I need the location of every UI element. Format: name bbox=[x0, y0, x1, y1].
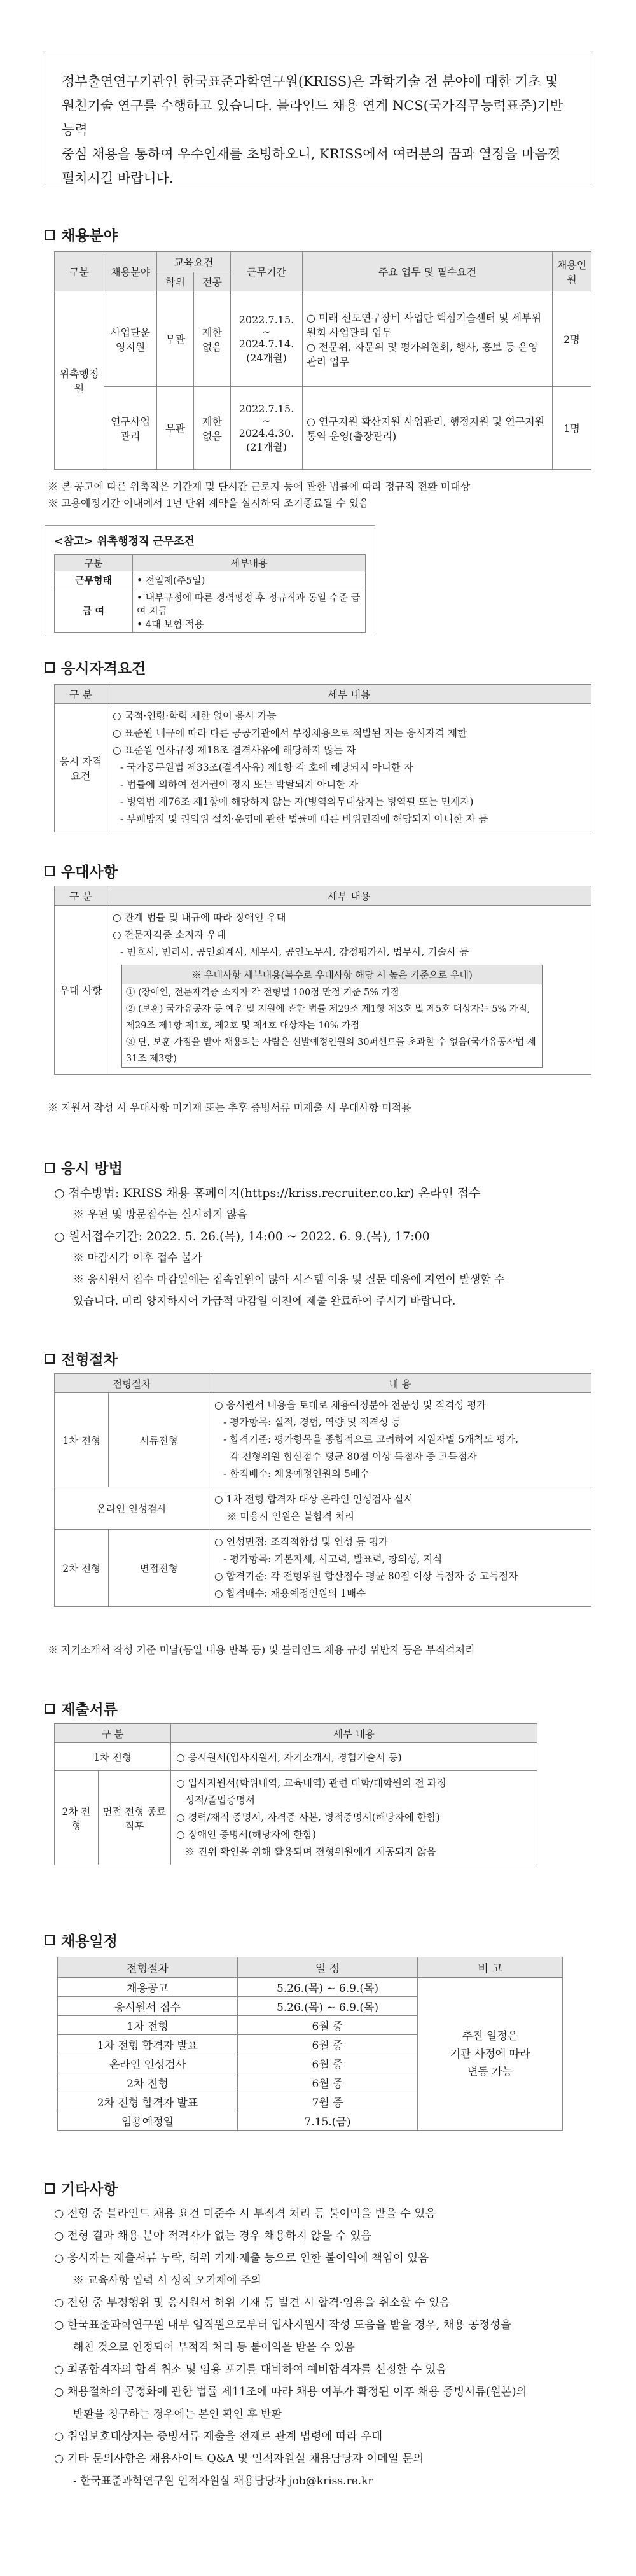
table-row: 1차 전형 서류전형 ○ 응시원서 내용을 토대로 채용예정분야 전문성 및 적격성 평가 - 평가항목: 실적, 경험, 역량 및 적격성 등 - 합격기준: 평가항목을 종합적으로 고려하여 지원자별 5개척도 평가, 각 전형위원 합산점수 평균 80점 이상 득점자 중 고득점자 - 합격배수: 채용예정인원의 5배수 bbox=[55, 1393, 591, 1487]
intro-box bbox=[45, 55, 591, 185]
th-major: 전공 bbox=[194, 272, 231, 291]
th-period: 근무기간 bbox=[231, 252, 303, 291]
th-degree: 학위 bbox=[157, 272, 194, 291]
reference-table: 구분 세부내용 근무형태 • 전일제(주5일) 급 여 • 내부규정에 따른 경력평정 후 정규직과 동일 수준 급여 지급 • 4대 보험 적용 bbox=[54, 554, 366, 633]
intro-line: 펼치시길 바랍니다. bbox=[62, 171, 174, 186]
intro-line: 정부출연연구기관인 한국표준과학연구원(KRISS)은 과학기술 전 분야에 대한 기초 및 bbox=[62, 74, 558, 89]
degree-cell: 무관 bbox=[157, 387, 194, 470]
reference-title: <참고> 위촉행정직 근무조건 bbox=[54, 535, 195, 548]
list-item: ③ 단, 보훈 가점을 받아 채용되는 사람은 선발예정인원의 30퍼센트를 초과할 수 없음(국가유공자법 제31조 제3항) bbox=[126, 1037, 536, 1064]
documents-table: 구 분 세부 내용 1차 전형 ○ 응시원서(입사지원서, 자기소개서, 경험기술서 등) 2차 전형 면접 전형 종료 직후 ○ 입사지원서(학위내역, 교육내역) 관련 대학/대학원의 전 과정 성적/졸업증명서 ○ 경력/재직 증명서, 자격증 사본, 병적증명서(해당자에 한함) ○ 장애인 증명서(해당자에 한함) ※ 진위 확인을 위해 활용되며 전형위원에게 제공되지 않음 bbox=[54, 1723, 537, 1865]
th-field: 채용분야 bbox=[104, 252, 157, 291]
square-bullet-icon bbox=[45, 866, 55, 876]
list-item: ○ 국적·연령·학력 제한 없이 응시 가능 bbox=[113, 710, 277, 722]
schedule-remark: 추진 일정은 기관 사정에 따라 변동 가능 bbox=[418, 1978, 563, 2131]
count-cell: 2명 bbox=[553, 291, 591, 387]
table-row: 응시원서 접수 5.26.(목) ~ 6.9.(목) bbox=[58, 1997, 563, 2016]
list-item: ② (보훈) 국가유공자 등 예우 및 지원에 관한 법률 제29조 제1항 제3호 및 제5호 대상자는 5% 가점, 제29조 제1항 제1호, 제2호 및 제4호 대상자는 10% 가점 bbox=[126, 1004, 530, 1031]
duties-cell: ○ 미래 선도연구장비 사업단 핵심기술센터 및 세부위원회 사업관리 업무 ○ 전문위, 자문위 및 평가위원회, 행사, 홍보 등 운영 관리 업무 bbox=[303, 291, 553, 387]
period-cell: 2022.7.15. ~ 2024.4.30. (21개월) bbox=[231, 387, 303, 470]
duties-cell: ○ 연구지원 확산지원 사업관리, 행정지원 및 연구지원 통역 운영(출장관리) bbox=[303, 387, 553, 470]
etc-body: ○ 전형 중 블라인드 채용 요건 미준수 시 부적격 처리 등 불이익을 받을 수 있음 ○ 전형 결과 채용 분야 적격자가 없는 경우 채용하지 않을 수 있음 ○ 응시자는 제출서류 누락, 허위 기재·제출 등으로 인한 불이익에 책임이 있음 ※ 교육사항 입력 시 성적 오기재에 주의 ○ 전형 중 부정행위 및 응시원서 허위 기재 등 발견 시 합격·임용을 취소할 수 있음 ○ 한국표준과학연구원 내부 임직원으로부터 입사지원서 작성 도움을 받을 경우, 채용 공정성을 해친 것으로 인정되어 부적격 처리 등 불이익을 받을 수 있음 ○ 최종합격자의 합격 취소 및 임용 포기를 대비하여 예비합격자를 선정할 수 있음 ○ 채용절차의 공정화에 관한 법률 제11조에 따라 채용 여부가 확정된 이후 채용 증빙서류(원본)의 반환을 청구하는 경우에는 본인 확인 후 반환 ○ 취업보호대상자는 증빙서류 제출을 전제로 관계 법령에 따라 우대 ○ 기타 문의사항은 채용사이트 Q&A 및 인적자원실 채용담당자 이메일 문의 - 한국표준과학연구원 인적자원실 채용담당자 job@kriss.re.kr bbox=[54, 2203, 527, 2493]
list-item: ○ 관계 법률 및 내규에 따라 장애인 우대 bbox=[113, 912, 286, 923]
square-bullet-icon bbox=[45, 1935, 55, 1945]
table-row: 2차 전형 면접 전형 종료 직후 ○ 입사지원서(학위내역, 교육내역) 관련 대학/대학원의 전 과정 성적/졸업증명서 ○ 경력/재직 증명서, 자격증 사본, 병적증명서(해당자에 한함) ○ 장애인 증명서(해당자에 한함) ※ 진위 확인을 위해 활용되며 전형위원에게 제공되지 않음 bbox=[55, 1771, 537, 1865]
section-title-process: 전형절차 bbox=[45, 1348, 118, 1369]
schedule-table: 전형절차 일 정 비 고 채용공고 5.26.(목) ~ 6.9.(목) 추진 일정은 기관 사정에 따라 변동 가능 응시원서 접수 5.26.(목) ~ 6.9.(목) 1차 전형 6월 중 1차 전형 합격자 발표 6월 중 온라인 인성검사 6월 중 2차 전형 6월 중 2차 전형 합격자 발표 7월 중 임용예정일 7.15.(금) bbox=[57, 1957, 563, 2131]
list-item: ○ 표준원 내규에 따라 다른 공공기관에서 부정채용으로 적발된 자는 응시자격 제한 bbox=[113, 727, 467, 739]
apply-body: ○ 접수방법: KRISS 채용 홈페이지(https://kriss.recruiter.co.kr) 온라인 접수 ※ 우편 및 방문접수는 실시하지 않음 ○ 원서접수기간: 2022. 5. 26.(목), 14:00 ~ 2022. 6. 9.(목), 17:00 ※ 마감시각 이후 접수 불가 ※ 응시원서 접수 마감일에는 접속인원이 많아 시스템 이용 및 질문 대응에 지연이 발생할 수 있습니다. 미리 양지하시어 가급적 마감일 이전에 제출 완료하여 주시기 바랍니다. bbox=[54, 1186, 505, 1308]
table-row bbox=[55, 291, 591, 387]
contact-email: - 한국표준과학연구원 인적자원실 채용담당자 job@kriss.re.kr bbox=[73, 2475, 373, 2488]
th-count: 채용인원 bbox=[553, 252, 591, 291]
th-type: 구분 bbox=[55, 252, 104, 291]
recruit-notes: ※ 본 공고에 따른 위촉직은 기간제 및 단시간 근로자 등에 관한 법률에 따라 정규직 전환 미대상 ※ 고용예정기간 이내에서 1년 단위 계약을 실시하되 조기종료될 수 있음 bbox=[48, 480, 471, 509]
degree-cell: 무관 bbox=[157, 291, 194, 387]
major-cell: 제한없음 bbox=[194, 291, 231, 387]
table-row: 1차 전형 ○ 응시원서(입사지원서, 자기소개서, 경험기술서 등) bbox=[55, 1743, 537, 1771]
period-cell: 2022.7.15. ~ 2024.7.14. (24개월) bbox=[231, 291, 303, 387]
intro-line: 중심 채용을 통하여 우수인재를 초빙하오니, KRISS에서 여러분의 꿈과 열정을 마음껏 bbox=[62, 146, 561, 162]
table-row: 2차 전형 면접전형 ○ 인성면접: 조직적합성 및 인성 등 평가 - 평가항목: 기본자세, 사고력, 발표력, 창의성, 지식 ○ 합격기준: 각 전형위원 합산점수 평균 80점 이상 득점자 중 고득점자 ○ 합격배수: 채용예정인원의 1배수 bbox=[55, 1530, 591, 1607]
square-bullet-icon bbox=[45, 662, 55, 673]
qualification-table: 구 분 세부 내용 응시 자격 요건 ○ 국적·연령·학력 제한 없이 응시 가능 ○ 표준원 내규에 따라 다른 공공기관에서 부정채용으로 적발된 자는 응시자격 제한 ○ 표준원 인사규정 제18조 결격사유에 해당하지 않는 자 - 국가공무원법 제33조(결격사유) 제1항 각 호에 해당되지 아니한 자 - 법률에 의하여 선거권이 정지 또는 박탈되지 아니한 자 - 병역법 제76조 제1항에 해당하지 않는 자(병역의무대상자는 병역필 또는 면제자) - 부패방지 및 권익위 설치·운영에 관한 법률에 따른 비위면직에 해당되지 아니한 자 등 bbox=[54, 684, 591, 832]
list-item: - 병역법 제76조 제1항에 해당하지 않는 자(병역의무대상자는 병역필 또는 면제자) bbox=[120, 796, 474, 808]
reference-box bbox=[45, 525, 375, 636]
field-cell: 사업단운영지원 bbox=[104, 291, 157, 387]
section-title-preference: 우대사항 bbox=[45, 860, 118, 881]
list-item: ○ 전문자격증 소지자 우대 bbox=[113, 929, 226, 941]
square-bullet-icon bbox=[45, 1163, 55, 1173]
preference-table: 구 분 세부 내용 우대 사항 ○ 관계 법률 및 내규에 따라 장애인 우대 ○ 전문자격증 소지자 우대 - 변호사, 변리사, 공인회계사, 세무사, 공인노무사, 감정평가사, 법무사, 기술사 등 ※ 우대사항 세부내용(복수로 우대사항 해당 시 높은 기준으로 우대) ① (장애인, 전문자격증 소지자 각 전형별 100점 만점 기준 5% 가점 ② (보훈) 국가유공자 등 예우 및 지원에 관한 법률 제29조 제1항 제3호 및 제5호 대상자는 5% 가점, 제29조 제1항 제1호, 제2호 및 제4호 대상자는 10% 가점 ③ 단, 보훈 가점을 받아 채용되는 사람은 선발예정인원의 30퍼센트를 초과할 수 없음(국가유공자법 제31조 제3항) bbox=[54, 886, 591, 1075]
table-row: 우대 사항 ○ 관계 법률 및 내규에 따라 장애인 우대 ○ 전문자격증 소지자 우대 - 변호사, 변리사, 공인회계사, 세무사, 공인노무사, 감정평가사, 법무사, 기술사 등 ※ 우대사항 세부내용(복수로 우대사항 해당 시 높은 기준으로 우대) ① (장애인, 전문자격증 소지자 각 전형별 100점 만점 기준 5% 가점 ② (보훈) 국가유공자 등 예우 및 지원에 관한 법률 제29조 제1항 제3호 및 제5호 대상자는 5% 가점, 제29조 제1항 제1호, 제2호 및 제4호 대상자는 10% 가점 ③ 단, 보훈 가점을 받아 채용되는 사람은 선발예정인원의 30퍼센트를 초과할 수 없음(국가유공자법 제31조 제3항) bbox=[55, 906, 591, 1075]
section-title-recruit: 채용분야 bbox=[45, 224, 118, 245]
table-row: 2차 전형 6월 중 bbox=[58, 2073, 563, 2092]
square-bullet-icon bbox=[45, 230, 55, 240]
square-bullet-icon bbox=[45, 2183, 55, 2194]
group-cell: 위촉행정원 bbox=[55, 291, 104, 470]
section-title-documents: 제출서류 bbox=[45, 1698, 118, 1719]
major-cell: 제한없음 bbox=[194, 387, 231, 470]
intro-line: 원천기술 연구를 수행하고 있습니다. 블라인드 채용 연계 NCS(국가직무능력표준)기반 능력 bbox=[62, 98, 563, 137]
preference-detail-box: ※ 우대사항 세부내용(복수로 우대사항 해당 시 높은 기준으로 우대) ① (장애인, 전문자격증 소지자 각 전형별 100점 만점 기준 5% 가점 ② (보훈) 국가유공자 등 예우 및 지원에 관한 법률 제29조 제1항 제3호 및 제5호 대상자는 5% 가점, 제29조 제1항 제1호, 제2호 및 제4호 대상자는 10% 가점 ③ 단, 보훈 가점을 받아 채용되는 사람은 선발예정인원의 30퍼센트를 초과할 수 없음(국가유공자법 제31조 제3항) bbox=[121, 965, 543, 1068]
table-row: 채용공고 5.26.(목) ~ 6.9.(목) 추진 일정은 기관 사정에 따라 변동 가능 bbox=[58, 1978, 563, 1997]
square-bullet-icon bbox=[45, 1354, 55, 1364]
section-title-schedule: 채용일정 bbox=[45, 1929, 118, 1950]
table-row: 근무형태 • 전일제(주5일) bbox=[55, 571, 366, 589]
process-table: 전형절차 내 용 1차 전형 서류전형 ○ 응시원서 내용을 토대로 채용예정분야 전문성 및 적격성 평가 - 평가항목: 실적, 경험, 역량 및 적격성 등 - 합격기준: 평가항목을 종합적으로 고려하여 지원자별 5개척도 평가, 각 전형위원 합산점수 평균 80점 이상 득점자 중 고득점자 - 합격배수: 채용예정인원의 5배수 온라인 인성검사 ○ 1차 전형 합격자 대상 온라인 인성검사 실시 ※ 미응시 인원은 불합격 처리 2차 전형 면접전형 ○ 인성면접: 조직적합성 및 인성 등 평가 - 평가항목: 기본자세, 사고력, 발표력, 창의성, 지식 ○ 합격기준: 각 전형위원 합산점수 평균 80점 이상 득점자 중 고득점자 ○ 합격배수: 채용예정인원의 1배수 bbox=[54, 1373, 591, 1607]
table-row bbox=[55, 387, 591, 470]
table-row: 1차 전형 합격자 발표 6월 중 bbox=[58, 2035, 563, 2054]
recruit-table bbox=[54, 251, 591, 470]
count-cell: 1명 bbox=[553, 387, 591, 470]
th-edu: 교육요건 bbox=[157, 252, 231, 272]
section-title-etc: 기타사항 bbox=[45, 2178, 118, 2199]
section-title-apply: 응시 방법 bbox=[45, 1157, 123, 1178]
th-duties: 주요 업무 및 필수요건 bbox=[303, 252, 553, 291]
list-item: - 변호사, 변리사, 공인회계사, 세무사, 공인노무사, 감정평가사, 법무사, 기술사 등 bbox=[120, 946, 469, 958]
list-item: ○ 표준원 인사규정 제18조 결격사유에 해당하지 않는 자 bbox=[113, 745, 356, 756]
square-bullet-icon bbox=[45, 1704, 55, 1714]
table-row: 임용예정일 7.15.(금) bbox=[58, 2111, 563, 2131]
list-item: - 법률에 의하여 선거권이 정지 또는 박탈되지 아니한 자 bbox=[120, 779, 359, 790]
table-row: 응시 자격 요건 ○ 국적·연령·학력 제한 없이 응시 가능 ○ 표준원 내규에 따라 다른 공공기관에서 부정채용으로 적발된 자는 응시자격 제한 ○ 표준원 인사규정 제18조 결격사유에 해당하지 않는 자 - 국가공무원법 제33조(결격사유) 제1항 각 호에 해당되지 아니한 자 - 법률에 의하여 선거권이 정지 또는 박탈되지 아니한 자 - 병역법 제76조 제1항에 해당하지 않는 자(병역의무대상자는 병역필 또는 면제자) - 부패방지 및 권익위 설치·운영에 관한 법률에 따른 비위면직에 해당되지 아니한 자 등 bbox=[55, 704, 591, 832]
table-row: 1차 전형 6월 중 bbox=[58, 2016, 563, 2035]
list-item: - 부패방지 및 권익위 설치·운영에 관한 법률에 따른 비위면직에 해당되지 아니한 자 등 bbox=[120, 813, 488, 825]
list-item: - 국가공무원법 제33조(결격사유) 제1항 각 호에 해당되지 아니한 자 bbox=[120, 762, 413, 773]
field-cell: 연구사업관리 bbox=[104, 387, 157, 470]
table-row: 온라인 인성검사 6월 중 bbox=[58, 2054, 563, 2073]
section-title-qualification: 응시자격요건 bbox=[45, 657, 146, 678]
process-note: ※ 자기소개서 작성 기준 미달(동일 내용 반복 등) 및 블라인드 채용 규정 위반자 등은 부적격처리 bbox=[48, 1644, 475, 1656]
table-row: 2차 전형 합격자 발표 7월 중 bbox=[58, 2092, 563, 2111]
preference-note: ※ 지원서 작성 시 우대사항 미기재 또는 추후 증빙서류 미제출 시 우대사항 미적용 bbox=[48, 1102, 411, 1114]
table-row: 온라인 인성검사 ○ 1차 전형 합격자 대상 온라인 인성검사 실시 ※ 미응시 인원은 불합격 처리 bbox=[55, 1487, 591, 1530]
list-item: ① (장애인, 전문자격증 소지자 각 전형별 100점 만점 기준 5% 가점 bbox=[126, 988, 399, 998]
table-row: 급 여 • 내부규정에 따른 경력평정 후 정규직과 동일 수준 급여 지급 • 4대 보험 적용 bbox=[55, 589, 366, 633]
